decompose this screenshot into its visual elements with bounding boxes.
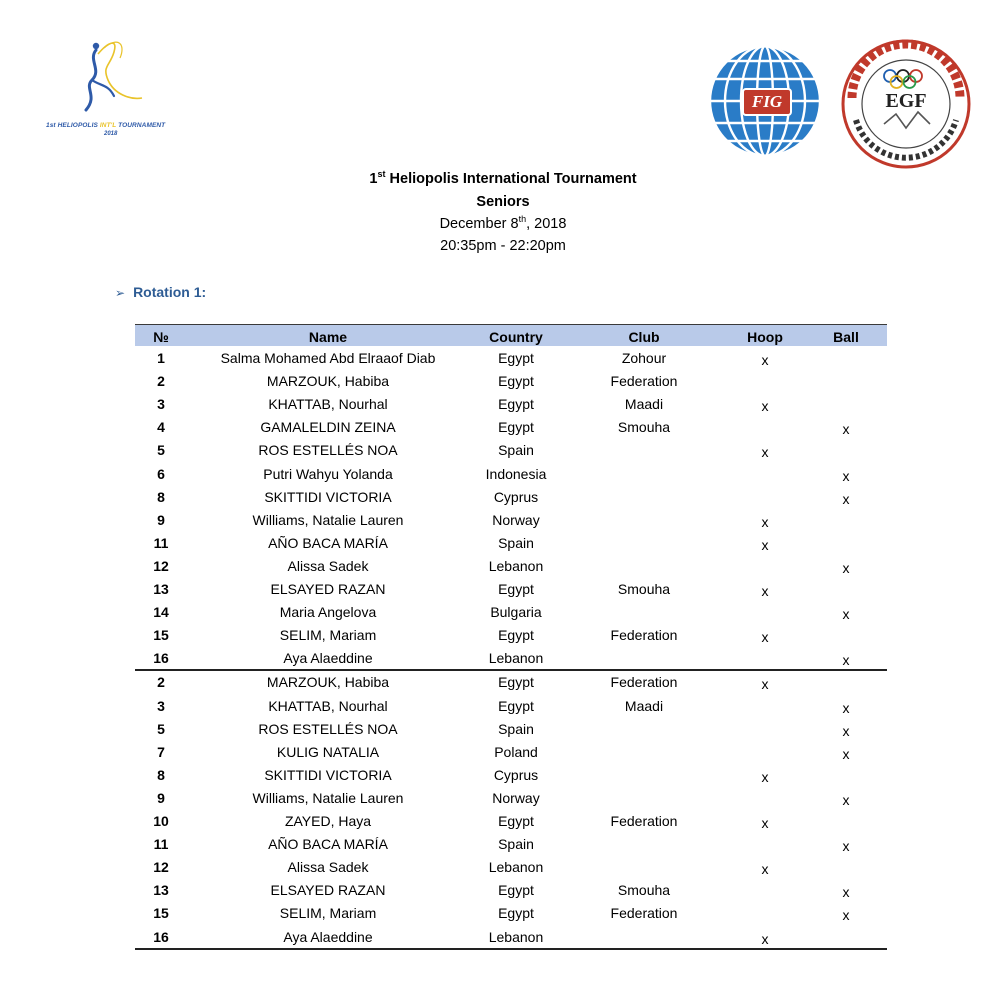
cell-hoop xyxy=(725,904,805,927)
cell-ball xyxy=(805,441,887,464)
cell-name: Putri Wahyu Yolanda xyxy=(263,465,393,482)
cell-name: Aya Alaeddine xyxy=(283,650,373,667)
cell-country: Spain xyxy=(498,836,534,853)
cell-name: ELSAYED RAZAN xyxy=(270,882,386,899)
cell-hoop xyxy=(725,557,805,580)
cell-number: 8 xyxy=(157,766,165,783)
cell-club: Maadi xyxy=(624,697,664,714)
cell-ball xyxy=(805,372,887,395)
cell-name: SELIM, Mariam xyxy=(279,627,377,644)
cell-ball xyxy=(805,812,887,835)
cell-ball: x xyxy=(842,559,850,576)
column-header-ball: Ball xyxy=(833,329,859,345)
cell-hoop: x xyxy=(761,536,769,553)
cell-country: Indonesia xyxy=(485,465,547,482)
tournament-logo-year: 2018 xyxy=(104,131,118,137)
table-row xyxy=(135,856,887,879)
cell-ball: x xyxy=(842,699,850,716)
cell-country: Egypt xyxy=(498,373,534,390)
cell-country: Lebanon xyxy=(488,928,544,945)
cell-name: ELSAYED RAZAN xyxy=(270,581,386,597)
cell-club: Federation xyxy=(610,373,678,390)
cell-hoop xyxy=(725,835,805,858)
page-subtitle: Seniors xyxy=(476,194,530,210)
cell-hoop: x xyxy=(761,629,769,646)
cell-club xyxy=(563,647,725,670)
cell-ball: x xyxy=(842,791,850,808)
cell-hoop xyxy=(725,881,805,904)
cell-number: 9 xyxy=(157,789,165,806)
table-row xyxy=(135,347,887,370)
table-row xyxy=(135,671,887,694)
cell-club: Maadi xyxy=(624,396,664,413)
cell-ball: x xyxy=(842,606,850,623)
cell-ball xyxy=(805,673,887,696)
column-header-country: Country xyxy=(489,329,543,345)
cell-club xyxy=(563,926,725,949)
cell-club xyxy=(563,856,725,879)
cell-club: Federation xyxy=(610,905,678,922)
egf-logo-text: EGF xyxy=(885,90,927,112)
cell-number: 12 xyxy=(153,859,169,876)
cell-country: Egypt xyxy=(498,350,534,366)
cell-name: AÑO BACA MARÍA xyxy=(268,836,388,853)
cell-number: 5 xyxy=(157,720,165,737)
column-header-number: № xyxy=(153,329,169,345)
table-header xyxy=(135,324,887,346)
cell-club xyxy=(563,486,725,509)
cell-ball: x xyxy=(842,490,850,507)
cell-name: Maria Angelova xyxy=(279,604,377,621)
table-row xyxy=(135,439,887,462)
cell-country: Cyprus xyxy=(493,488,539,505)
table-row xyxy=(135,926,887,949)
cell-club xyxy=(563,532,725,555)
cell-club xyxy=(563,741,725,764)
cell-country: Egypt xyxy=(498,697,534,714)
cell-club xyxy=(563,463,725,486)
cell-number: 11 xyxy=(153,534,169,551)
cell-number: 2 xyxy=(157,373,165,390)
cell-ball xyxy=(805,858,887,881)
cell-name: KULIG NATALIA xyxy=(276,743,380,760)
cell-club: Federation xyxy=(610,813,678,829)
cell-ball: x xyxy=(842,884,850,901)
fig-logo-text: FIG xyxy=(742,88,792,116)
cell-number: 6 xyxy=(157,465,165,482)
cell-ball: x xyxy=(842,722,850,739)
cell-hoop xyxy=(725,372,805,395)
cell-hoop xyxy=(725,743,805,766)
column-header-hoop: Hoop xyxy=(747,329,783,345)
cell-number: 14 xyxy=(153,604,169,621)
cell-club xyxy=(563,718,725,741)
cell-country: Lebanon xyxy=(488,859,544,876)
cell-ball xyxy=(805,534,887,557)
cell-number: 16 xyxy=(153,650,169,667)
cell-number: 8 xyxy=(157,488,165,505)
cell-number: 1 xyxy=(157,350,165,366)
cell-country: Egypt xyxy=(498,674,534,691)
table-row xyxy=(135,787,887,810)
table-row xyxy=(135,741,887,764)
cell-hoop xyxy=(725,418,805,441)
cell-name: Alissa Sadek xyxy=(287,557,369,574)
cell-ball: x xyxy=(842,421,850,438)
table-row xyxy=(135,509,887,532)
cell-number: 11 xyxy=(153,836,169,853)
cell-ball xyxy=(805,511,887,534)
cell-number: 15 xyxy=(153,905,169,922)
table-row xyxy=(135,718,887,741)
table-bottom-border xyxy=(135,948,887,950)
cell-number: 12 xyxy=(153,557,169,574)
column-header-club: Club xyxy=(628,329,660,345)
cell-number: 13 xyxy=(153,882,169,899)
table-row xyxy=(135,833,887,856)
cell-club xyxy=(563,555,725,578)
tournament-logo-text: 1st HELIOPOLIS INT'L TOURNAMENT xyxy=(46,122,166,129)
cell-number: 13 xyxy=(153,581,169,597)
cell-number: 2 xyxy=(157,674,165,691)
cell-name: MARZOUK, Habiba xyxy=(266,674,390,691)
cell-ball: x xyxy=(842,652,850,669)
cell-club: Federation xyxy=(610,627,678,644)
cell-country: Egypt xyxy=(498,627,534,644)
cell-name: SKITTIDI VICTORIA xyxy=(264,766,392,783)
cell-number: 10 xyxy=(153,813,169,829)
cell-name: KHATTAB, Nourhal xyxy=(268,396,388,413)
table-row xyxy=(135,532,887,555)
table-row xyxy=(135,764,887,787)
table-row xyxy=(135,902,887,925)
cell-country: Bulgaria xyxy=(490,604,542,621)
cell-hoop: x xyxy=(761,513,769,530)
cell-ball: x xyxy=(842,745,850,762)
cell-country: Spain xyxy=(498,720,534,737)
table-row xyxy=(135,810,887,833)
cell-hoop: x xyxy=(761,676,769,693)
event-time: 20:35pm - 22:20pm xyxy=(440,238,566,254)
cell-name: AÑO BACA MARÍA xyxy=(268,534,388,551)
cell-name: KHATTAB, Nourhal xyxy=(268,697,388,714)
cell-club xyxy=(563,833,725,856)
table-row xyxy=(135,555,887,578)
cell-club: Zohour xyxy=(621,350,667,366)
cell-country: Egypt xyxy=(498,905,534,922)
cell-country: Egypt xyxy=(498,581,534,597)
cell-ball: x xyxy=(842,467,850,484)
table-row xyxy=(135,647,887,670)
cell-hoop xyxy=(725,789,805,812)
cell-country: Spain xyxy=(498,442,534,459)
cell-ball xyxy=(805,395,887,418)
table-row xyxy=(135,486,887,509)
cell-club: Smouha xyxy=(617,882,671,899)
cell-hoop: x xyxy=(761,583,769,599)
table-row xyxy=(135,416,887,439)
table-row xyxy=(135,695,887,718)
cell-club: Smouha xyxy=(617,419,671,436)
rotation-heading: ➢ Rotation 1: xyxy=(115,284,207,300)
event-date: December 8th, 2018 xyxy=(439,214,567,232)
cell-club xyxy=(563,509,725,532)
cell-name: MARZOUK, Habiba xyxy=(266,373,390,390)
cell-name: Williams, Natalie Lauren xyxy=(252,789,404,806)
cell-name: ROS ESTELLÉS NOA xyxy=(258,720,398,737)
cell-country: Cyprus xyxy=(493,766,539,783)
cell-country: Lebanon xyxy=(488,557,544,574)
cell-hoop: x xyxy=(761,861,769,878)
cell-hoop: x xyxy=(761,768,769,785)
cell-ball: x xyxy=(842,838,850,855)
table-row xyxy=(135,601,887,624)
column-header-name: Name xyxy=(308,329,348,345)
cell-number: 16 xyxy=(153,928,169,945)
cell-hoop: x xyxy=(761,444,769,461)
cell-hoop xyxy=(725,697,805,720)
cell-number: 9 xyxy=(157,511,165,528)
cell-hoop: x xyxy=(761,930,769,947)
table-row xyxy=(135,463,887,486)
cell-country: Lebanon xyxy=(488,650,544,667)
tournament-logo xyxy=(46,36,186,146)
cell-country: Egypt xyxy=(498,813,534,829)
table-row xyxy=(135,370,887,393)
cell-country: Poland xyxy=(494,743,538,760)
cell-club xyxy=(563,439,725,462)
gymnast-ribbon-icon xyxy=(74,36,144,126)
cell-name: Alissa Sadek xyxy=(287,859,369,876)
cell-hoop: x xyxy=(761,398,769,415)
cell-name: SKITTIDI VICTORIA xyxy=(264,488,392,505)
cell-name: SELIM, Mariam xyxy=(279,905,377,922)
cell-name: Williams, Natalie Lauren xyxy=(252,511,404,528)
cell-number: 3 xyxy=(157,396,165,413)
cell-number: 4 xyxy=(157,419,165,436)
cell-club xyxy=(563,601,725,624)
cell-club xyxy=(563,787,725,810)
cell-ball: x xyxy=(842,907,850,924)
egf-logo xyxy=(840,38,972,170)
cell-number: 5 xyxy=(157,442,165,459)
cell-number: 3 xyxy=(157,697,165,714)
cell-ball xyxy=(805,349,887,372)
cell-name: ROS ESTELLÉS NOA xyxy=(258,442,398,459)
cell-country: Spain xyxy=(498,534,534,551)
cell-hoop xyxy=(725,603,805,626)
cell-name: ZAYED, Haya xyxy=(284,813,372,829)
cell-hoop xyxy=(725,720,805,743)
cell-country: Egypt xyxy=(498,882,534,899)
cell-country: Norway xyxy=(492,789,540,806)
cell-club xyxy=(563,764,725,787)
cell-number: 7 xyxy=(157,743,165,760)
cell-country: Egypt xyxy=(498,419,534,436)
cell-name: Aya Alaeddine xyxy=(283,928,373,945)
table-row xyxy=(135,393,887,416)
table-row xyxy=(135,879,887,902)
cell-club: Federation xyxy=(610,674,678,691)
cell-ball xyxy=(805,626,887,649)
page-title: 1st Heliopolis International Tournament xyxy=(369,169,637,187)
cell-ball xyxy=(805,580,887,603)
cell-ball xyxy=(805,766,887,789)
cell-name: GAMALELDIN ZEINA xyxy=(260,419,396,436)
arrow-bullet-icon: ➢ xyxy=(115,286,126,300)
cell-hoop xyxy=(725,465,805,488)
table-row xyxy=(135,624,887,647)
cell-hoop: x xyxy=(761,352,769,368)
cell-country: Norway xyxy=(492,511,540,528)
cell-number: 15 xyxy=(153,627,169,644)
cell-hoop xyxy=(725,488,805,511)
fig-logo xyxy=(708,44,822,158)
table-row xyxy=(135,578,887,601)
cell-name: Salma Mohamed Abd Elraaof Diab xyxy=(220,350,436,366)
cell-hoop: x xyxy=(761,815,769,831)
cell-country: Egypt xyxy=(498,396,534,413)
cell-club: Smouha xyxy=(617,581,671,597)
